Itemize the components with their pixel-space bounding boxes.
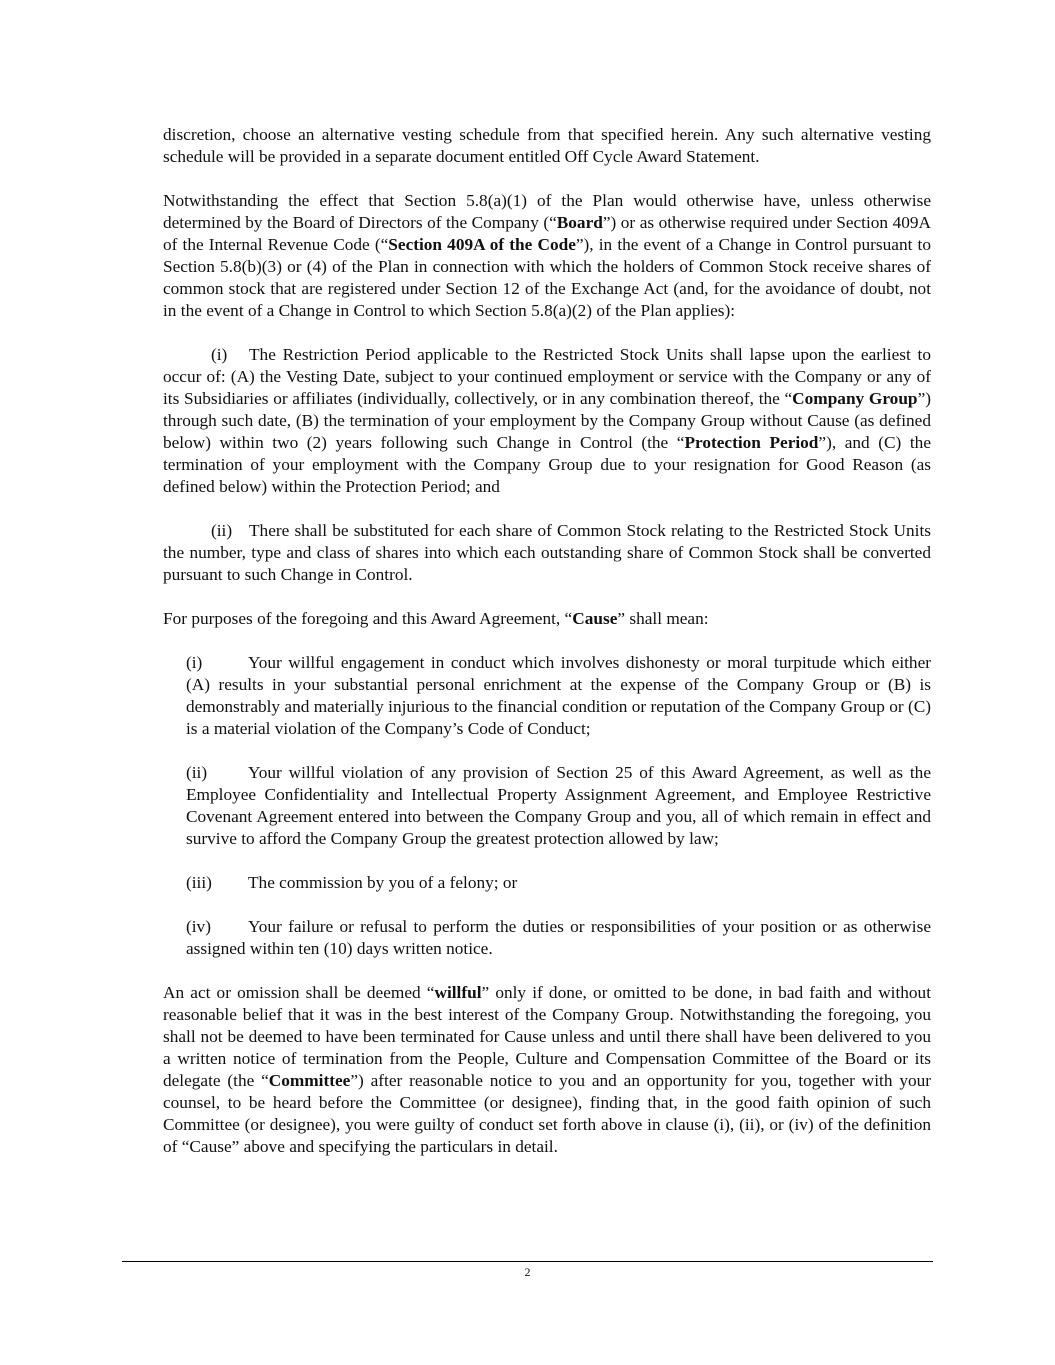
paragraph-text: An act or omission shall be deemed “: [163, 983, 435, 1002]
paragraph-text: The Restriction Period applicable to the Restricted Stock Units shall lapse upon the earliest to occur of: (A) the Vesting Date, subject to your continued employment or service with the Company or any of its Subsidiaries or affiliates (individually, collectively, or in any combination thereof, the “: [163, 345, 931, 408]
paragraph-text: ” shall mean:: [617, 609, 709, 628]
cause-item-i: [186, 652, 931, 740]
paragraph-text: ”) or as otherwise required under Section 409A of the Internal Revenue Code (“: [163, 213, 931, 254]
paragraph-text: ”), and (C) the termination of your employment with the Company Group due to your resignation for Good Reason (as defined below) within the Protection Period; and: [163, 433, 931, 496]
clause-i-restriction-period: [163, 344, 931, 498]
paragraph-text: Your failure or refusal to perform the duties or responsibilities of your position or as otherwise assigned within ten (10) days written notice.: [186, 917, 931, 958]
clause-marker: (iii): [186, 873, 212, 892]
clause-ii-substitution: [163, 520, 931, 586]
defined-term-protection-period: Protection Period: [684, 433, 819, 452]
paragraph-text: discretion, choose an alternative vesting schedule from that specified herein. Any such alternative vesting schedule will be provided in a separate document entitled Off Cycle Award Statement.: [163, 125, 931, 166]
defined-term-company-group: Company Group: [792, 389, 918, 408]
paragraph-text: ”) after reasonable notice to you and an opportunity for you, together with your counsel, to be heard before the Committee (or designee), finding that, in the good faith opinion of such Committee (or designee), you were guilty of conduct set forth above in clause (i), (ii), or (iv) of the definition of “Cause” above and specifying the particulars in detail.: [163, 1071, 931, 1156]
paragraph-text: Your willful engagement in conduct which involves dishonesty or moral turpitude which either (A) results in your substantial personal enrichment at the expense of the Company Group or (B) is demonstrably and materially injurious to the financial condition or reputation of the Company Group or (C) is a material violation of the Company’s Code of Conduct;: [186, 653, 931, 738]
paragraph-vesting-schedule: [163, 124, 931, 168]
defined-term-section-409a: Section 409A of the Code: [388, 235, 576, 254]
paragraph-text: The commission by you of a felony; or: [248, 873, 518, 892]
paragraph-cause-definition: [163, 608, 931, 630]
clause-marker: (i): [186, 653, 203, 672]
page-number: 2: [524, 1265, 531, 1279]
footer-divider: [122, 1261, 933, 1262]
paragraph-text: Your willful violation of any provision of Section 25 of this Award Agreement, as well as the Employee Confidentiality and Intellectual Property Assignment Agreement, and Employee Restrictive Covenant Agreement entered into between the Company Group and you, all of which remain in effect and survive to afford the Company Group the greatest protection allowed by law;: [186, 763, 931, 848]
cause-item-iv: [186, 916, 931, 960]
clause-marker: (ii): [211, 521, 233, 540]
paragraph-change-in-control: [163, 190, 931, 322]
defined-term-willful: willful: [434, 983, 482, 1002]
paragraph-text: There shall be substituted for each share of Common Stock relating to the Restricted Stock Units the number, type and class of shares into which each outstanding share of Common Stock shall be converted pursuant to such Change in Control.: [163, 521, 931, 584]
clause-marker: (i): [211, 345, 228, 364]
cause-item-iii: [186, 872, 931, 894]
paragraph-willful-definition: [163, 982, 931, 1158]
clause-marker: (iv): [186, 917, 211, 936]
document-body: [163, 124, 931, 1180]
cause-item-ii: [186, 762, 931, 850]
paragraph-text: ”) through such date, (B) the termination of your employment by the Company Group without Cause (as defined below) within two (2) years following such Change in Control (the “: [163, 389, 931, 452]
paragraph-text: ” only if done, or omitted to be done, in bad faith and without reasonable belief that it was in the best interest of the Company Group. Notwithstanding the foregoing, you shall not be deemed to have been terminated for Cause unless and until there shall have been delivered to you a written notice of termination from the People, Culture and Compensation Committee of the Board or its delegate (the “: [163, 983, 931, 1090]
paragraph-text: ”), in the event of a Change in Control pursuant to Section 5.8(b)(3) or (4) of the Plan in connection with which the holders of Common Stock receive shares of common stock that are registered under Section 12 of the Exchange Act (and, for the avoidance of doubt, not in the event of a Change in Control to which Section 5.8(a)(2) of the Plan applies):: [163, 235, 931, 320]
defined-term-committee: Committee: [268, 1071, 351, 1090]
defined-term-cause: Cause: [572, 609, 618, 628]
paragraph-text: Notwithstanding the effect that Section 5.8(a)(1) of the Plan would otherwise have, unless otherwise determined by the Board of Directors of the Company (“: [163, 191, 931, 232]
paragraph-text: For purposes of the foregoing and this Award Agreement, “: [163, 609, 573, 628]
clause-marker: (ii): [186, 763, 208, 782]
defined-term-board: Board: [556, 213, 603, 232]
